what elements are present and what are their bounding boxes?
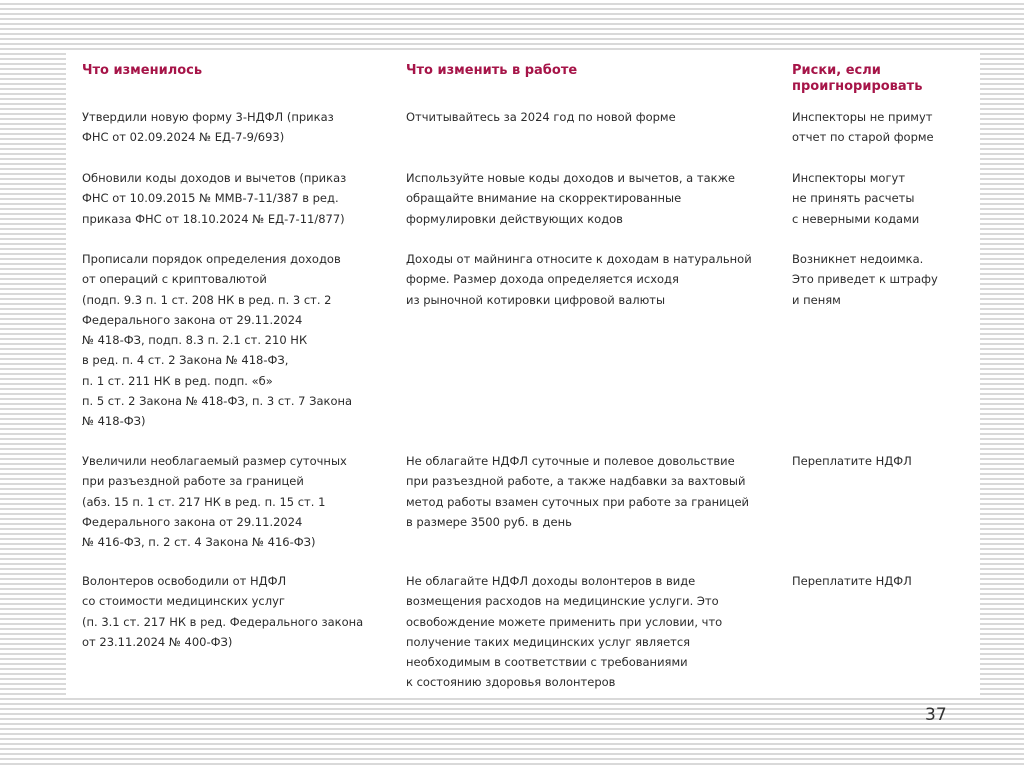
row-5-risk: Переплатите НДФЛ xyxy=(792,574,912,588)
row-2-risk: Инспекторы могут не принять расчеты с неверными кодами xyxy=(792,171,920,226)
row-2-changed: Обновили коды доходов и вычетов (приказ ФНС от 10.09.2015 № ММВ-7-11/387 в ред. приказа ФНС от 18.10.2024 № ЕД-7-11/877) xyxy=(82,171,347,226)
row-1-action: Отчитывайтесь за 2024 год по новой форме xyxy=(406,110,676,124)
row-1-changed: Утвердили новую форму 3-НДФЛ (приказ ФНС от 02.09.2024 № ЕД-7-9/693) xyxy=(82,110,334,145)
header-what-changed: Что изменилось xyxy=(82,63,203,78)
row-3-action: Доходы от майнинга относите к доходам в натуральной форме. Размер дохода определяется исходя из рыночной котировки цифровой валюты xyxy=(406,252,752,307)
row-2-action: Используйте новые коды доходов и вычетов, а также обращайте внимание на скорректированные формулировки действующих кодов xyxy=(406,171,736,226)
header-what-to-change: Что изменить в работе xyxy=(406,63,578,78)
row-5-changed: Волонтеров освободили от НДФЛ со стоимости медицинских услуг (п. 3.1 ст. 217 НК в ред. Федерального закона от 23.11.2024 № 400-ФЗ) xyxy=(82,574,364,649)
row-3-changed: Прописали порядок определения доходов от операций с криптовалютой (подп. 9.3 п. 1 ст. 208 НК в ред. п. 3 ст. 2 Федерального закона от 29.11.2024 № 418-ФЗ, подп. 8.3 п. 2.1 ст. 210 НК в ред. п. 4 ст. 2 Закона № 418-ФЗ, п. 1 ст. 211 НК в ред. подп. «б» п. 5 ст. 2 Закона № 418-ФЗ, п. 3 ст. 7 Закона № 418-ФЗ) xyxy=(82,252,353,429)
row-4-changed: Увеличили необлагаемый размер суточных при разъездной работе за границей (абз. 15 п. 1 ст. 217 НК в ред. п. 15 ст. 1 Федерального закона от 29.11.2024 № 416-ФЗ, п. 2 ст. 4 Закона № 416-ФЗ) xyxy=(82,454,347,550)
row-3-risk: Возникнет недоимка. Это приведет к штрафу и пеням xyxy=(792,252,938,307)
row-1-risk: Инспекторы не примут отчет по старой форме xyxy=(792,110,934,145)
page-number: 37 xyxy=(925,705,947,725)
row-5-action: Не облагайте НДФЛ доходы волонтеров в виде возмещения расходов на медицинские услуги. Это освобождение можете применить при условии, что получение таких медицинских услуг является необходимым в соответствии с требованиями к состоянию здоровья волонтеров xyxy=(406,574,723,690)
slide xyxy=(66,51,980,698)
row-4-action: Не облагайте НДФЛ суточные и полевое довольствие при разъездной работе, а также надбавки за вахтовый метод работы взамен суточных при работе за границей в размере 3500 руб. в день xyxy=(406,454,750,529)
header-risks: Риски, если проигнорировать xyxy=(792,63,923,94)
row-4-risk: Переплатите НДФЛ xyxy=(792,454,912,468)
